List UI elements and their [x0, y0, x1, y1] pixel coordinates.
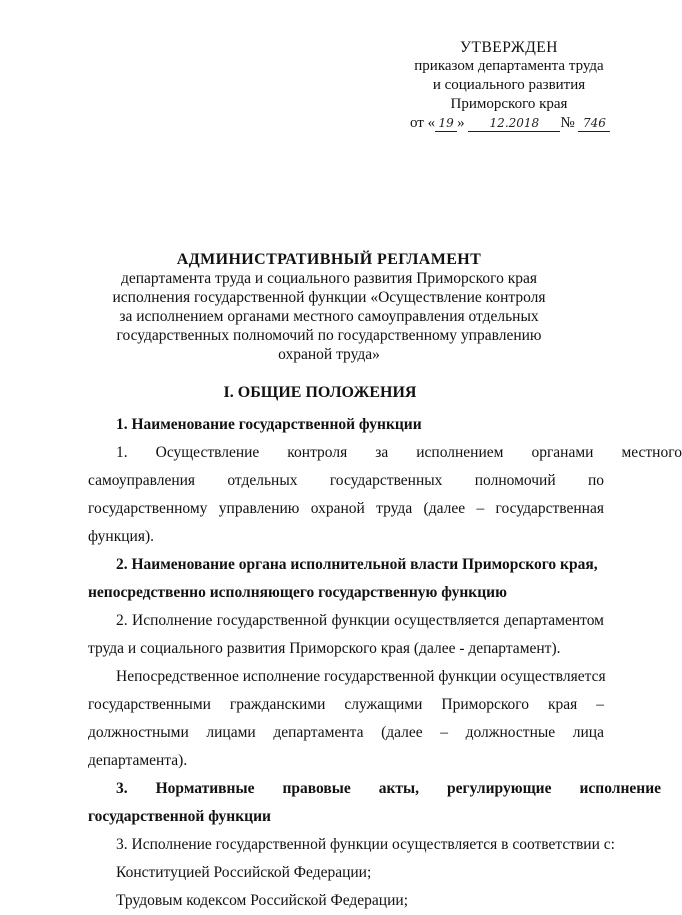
word: лицами	[206, 724, 256, 741]
paragraph-2-2-line-3	[88, 719, 604, 747]
order-prefix: от «	[410, 115, 436, 131]
approval-line-2: и социального развития	[432, 77, 586, 93]
order-number-handwritten: 746	[578, 115, 610, 132]
document-subtitle-line: департамента труда и социального развития Приморского края	[120, 270, 538, 287]
order-day-handwritten: 19	[435, 115, 457, 132]
section-1-heading: 1. Наименование государственной функции	[116, 416, 422, 433]
word: акты,	[378, 780, 420, 797]
word: края	[547, 696, 578, 713]
word: регулирующие	[447, 780, 552, 797]
approval-line-1: приказом департамента труда	[414, 58, 604, 74]
approval-title: УТВЕРЖДЕН	[460, 39, 558, 56]
section-1	[88, 411, 682, 915]
document-heading	[100, 250, 558, 364]
word: –	[440, 724, 448, 741]
paragraph-1-rest: самоуправления отдельных государственных полномочий по государственному управлению охраной труда (далее – государственная функция).	[88, 472, 604, 545]
word: должностными	[88, 724, 189, 741]
paragraph-3: 3. Исполнение государственной функции осуществляется в соответствии с:	[116, 836, 615, 853]
word: государственными	[88, 696, 211, 713]
word: органами	[531, 444, 594, 461]
word: 3.	[116, 780, 128, 797]
word: Приморского	[441, 696, 530, 713]
paragraph-2-2-line-2	[88, 691, 604, 719]
word: департамента	[273, 724, 364, 741]
paragraph-1-first-line	[88, 439, 682, 467]
section-3-heading-line-1	[88, 775, 662, 803]
word: лица	[572, 724, 604, 741]
section-2-heading-line-2: непосредственно исполняющего государственную функцию	[88, 584, 507, 601]
word: –	[596, 696, 604, 713]
paragraph-2: 2. Исполнение государственной функции осуществляется департаментом труда и социального развития Приморского края (далее - департамент).	[88, 612, 604, 657]
order-number-label: №	[560, 115, 575, 131]
list-item: Трудовым кодексом Российской Федерации;	[116, 892, 408, 909]
approval-line-3: Приморского края	[450, 96, 568, 112]
word: Осуществление	[155, 444, 260, 461]
order-quote-close: »	[457, 115, 465, 131]
order-date-handwritten: 12.2018	[468, 115, 560, 132]
document-subtitle-line: исполнения государственной функции «Осуществление контроля	[112, 289, 546, 306]
document-subtitle-line: за исполнением органами местного самоуправления отдельных	[119, 308, 539, 325]
word: Нормативные	[155, 780, 255, 797]
section-title: I. ОБЩИЕ ПОЛОЖЕНИЯ	[223, 384, 417, 401]
word: гражданскими	[229, 696, 326, 713]
order-date-line	[400, 114, 618, 133]
word: служащими	[344, 696, 423, 713]
paragraph-2-2-line-4: департамента).	[88, 752, 188, 769]
section-2-heading-line-1: 2. Наименование органа исполнительной власти Приморского края,	[116, 556, 598, 573]
approval-stamp-block	[400, 38, 618, 133]
word: (далее	[381, 724, 423, 741]
document-subtitle-line: охраной труда»	[278, 346, 380, 363]
word: исполнением	[416, 444, 504, 461]
word: правовые	[282, 780, 351, 797]
list-item: Конституцией Российской Федерации;	[116, 864, 372, 881]
word: должностные	[465, 724, 556, 741]
section-3-heading-line-2: государственной функции	[88, 808, 271, 825]
word: за	[375, 444, 389, 461]
word: исполнение	[579, 780, 662, 797]
word: местного	[621, 444, 682, 461]
word: 1.	[116, 444, 128, 461]
document-subtitle-line: государственных полномочий по государственному управлению	[116, 327, 542, 344]
paragraph-2-2-line-1: Непосредственное исполнение государственной функции осуществляется	[116, 668, 606, 685]
document-title: АДМИНИСТРАТИВНЫЙ РЕГЛАМЕНТ	[176, 251, 482, 268]
word: контроля	[287, 444, 348, 461]
